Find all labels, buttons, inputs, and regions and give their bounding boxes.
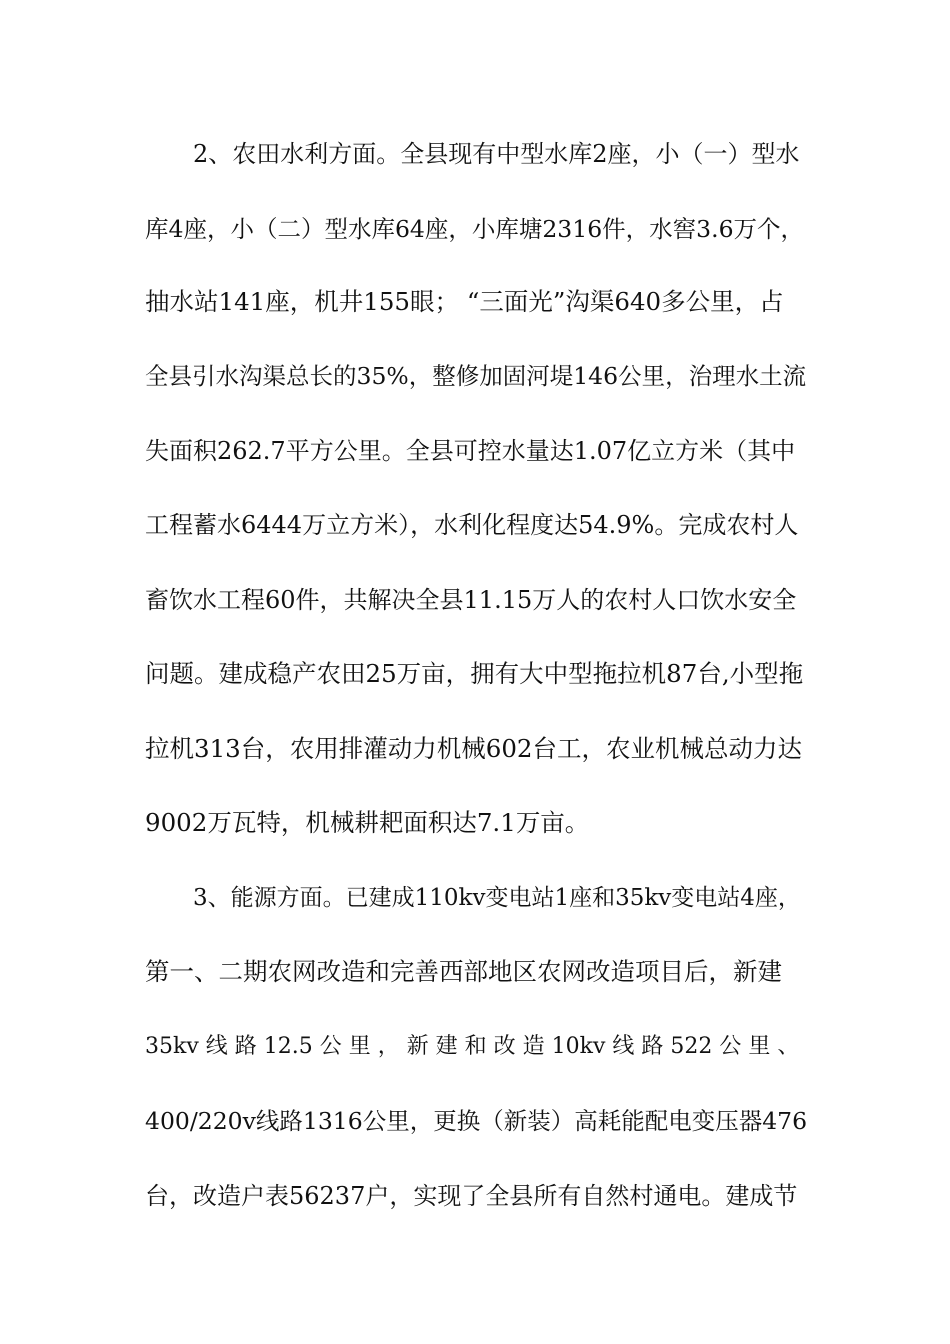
paragraph-line: 全县引水沟渠总长的35%，整修加固河堤146公里，治理水土流: [145, 362, 807, 390]
paragraph-line: 400/220v线路1316公里，更换（新装）高耗能配电变压器476: [145, 1107, 808, 1135]
paragraph-line: 失面积262.7平方公里。全县可控水量达1.07亿立方米（其中: [145, 437, 796, 465]
paragraph-line: 第一、二期农网改造和完善西部地区农网改造项目后，新建: [145, 957, 782, 986]
paragraph-line: 2、农田水利方面。全县现有中型水库2座，小（一）型水: [193, 140, 800, 168]
paragraph-line: 拉机313台，农用排灌动力机械602台工，农业机械总动力达: [145, 734, 803, 763]
paragraph-line: 3、能源方面。已建成110kv变电站1座和35kv变电站4座，: [193, 885, 801, 911]
paragraph-line: 问题。建成稳产农田25万亩，拥有大中型拖拉机87台,小型拖: [145, 659, 804, 688]
paragraph-line: 9002万瓦特，机械耕耙面积达7.1万亩。: [145, 808, 590, 837]
paragraph-line: 台，改造户表56237户，实现了全县所有自然村通电。建成节: [145, 1182, 798, 1210]
paragraph-line: 畜饮水工程60件，共解决全县11.15万人的农村人口饮水安全: [145, 586, 797, 614]
paragraph-line: 35kv 线 路 12.5 公 里 ， 新 建 和 改 造 10kv 线 路 522 公 里 、: [145, 1034, 800, 1059]
paragraph-line: 库4座，小（二）型水库64座，小库塘2316件，水窖3.6万个，: [145, 215, 805, 243]
paragraph-line: 抽水站141座，机井155眼； “三面光”沟渠640多公里，占: [145, 287, 784, 316]
paragraph-line: 工程蓄水6444万立方米），水利化程度达54.9%。完成农村人: [145, 511, 799, 539]
